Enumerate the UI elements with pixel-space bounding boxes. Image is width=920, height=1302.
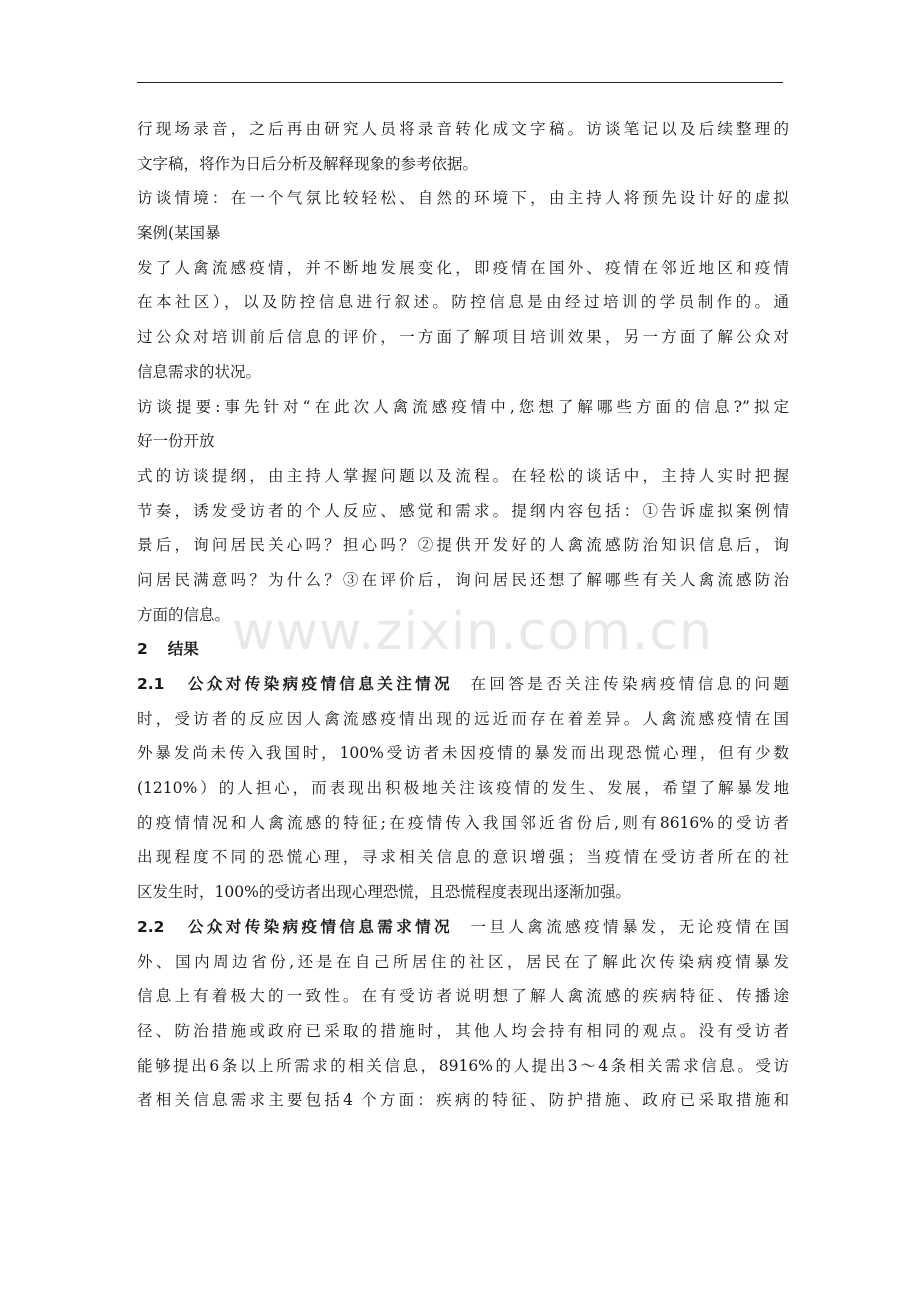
paragraph-line: 出现程度不同的恐慌心理，寻求相关信息的意识增强；当疫情在受访者所在的社 [137,848,789,867]
subsection-title: 公众对传染病疫情信息需求情况 [184,917,454,936]
paragraph-text: 在回答是否关注传染病疫情信息的问题 [467,675,789,693]
paragraph-line: 行现场录音，之后再由研究人员将录音转化成文字稿。访谈笔记以及后续整理的 [137,120,789,138]
paragraph-line: 好一份开放 [137,432,215,451]
paragraph-line: 过公众对培训前后信息的评价，一方面了解项目培训效果，另一方面了解公众对 [137,328,789,347]
paragraph-line: 案例(某国暴 [137,224,221,243]
paragraph-line: 访谈提要:事先针对“在此次人禽流感疫情中,您想了解哪些方面的信息?”拟定 [137,397,789,416]
subsection-first-line [137,910,789,945]
subsection-first-line [137,667,789,702]
paragraph-line: 方面的信息。 [137,605,231,624]
paragraph-line: 信息上有着极大的一致性。在有受访者说明想了解人禽流感的疾病特征、传播途 [137,987,789,1006]
document-body [137,112,789,1118]
paragraph-line: 信息需求的状况。 [137,362,262,381]
paragraph-line: 能够提出6条以上所需求的相关信息，8916%的人提出3～4条相关需求信息。受访 [137,1056,789,1075]
paragraph-line: 景后，询问居民关心吗？担心吗？②提供开发好的人禽流感防治知识信息后，询 [137,536,789,555]
paragraph-line: 时，受访者的反应因人禽流感疫情出现的远近而存在着差异。人禽流感疫情在国 [137,709,789,728]
paragraph-text: 一旦人禽流感疫情暴发，无论疫情在国 [467,917,789,936]
subsection-number: 2.1 [137,675,165,693]
paragraph-line: 外、国内周边省份,还是在自己所居住的社区，居民在了解此次传染病疫情暴发 [137,952,789,971]
section-number: 2 [137,640,148,659]
header-rule [137,82,783,83]
paragraph-line: (1210%）的人担心，而表现出积极地关注该疫情的发生、发展，希望了解暴发地 [137,779,789,798]
paragraph-line: 外暴发尚未传入我国时，100%受访者未因疫情的暴发而出现恐慌心理，但有少数 [137,744,789,763]
section-title: 结果 [167,640,199,659]
section-heading [137,632,789,667]
paragraph-line: 在本社区），以及防控信息进行叙述。防控信息是由经过培训的学员制作的。通 [137,293,789,312]
paragraph-line: 区发生时，100%的受访者出现心理恐慌，且恐慌程度表现出逐渐加强。 [137,883,631,902]
paragraph-line: 的疫情情况和人禽流感的特征;在疫情传入我国邻近省份后,则有8616%的受访者 [137,813,789,832]
paragraph-line: 问居民满意吗？为什么？③在评价后，询问居民还想了解哪些有关人禽流感防治 [137,570,789,589]
paragraph-line: 文字稿，将作为日后分析及解释现象的参考依据。 [137,154,479,173]
paragraph-line: 发了人禽流感疫情，并不断地发展变化，即疫情在国外、疫情在邻近地区和疫情 [137,258,789,277]
paragraph-line: 者相关信息需求主要包括4 个方面：疾病的特征、防护措施、政府已采取措施和 [137,1091,789,1110]
paragraph-line: 访谈情境：在一个气氛比较轻松、自然的环境下，由主持人将预先设计好的虚拟 [137,189,789,208]
subsection-title: 公众对传染病疫情信息关注情况 [184,675,454,693]
subsection-number: 2.2 [137,917,165,936]
paragraph-line: 径、防治措施或政府已采取的措施时，其他人均会持有相同的观点。没有受访者 [137,1021,789,1040]
paragraph-line: 式的访谈提纲，由主持人掌握问题以及流程。在轻松的谈话中，主持人实时把握 [137,466,789,485]
watermark: www.zixin.com.cn [232,602,713,662]
paragraph-line: 节奏，诱发受访者的个人反应、感觉和需求。提纲内容包括：①告诉虚拟案例情 [137,501,789,520]
